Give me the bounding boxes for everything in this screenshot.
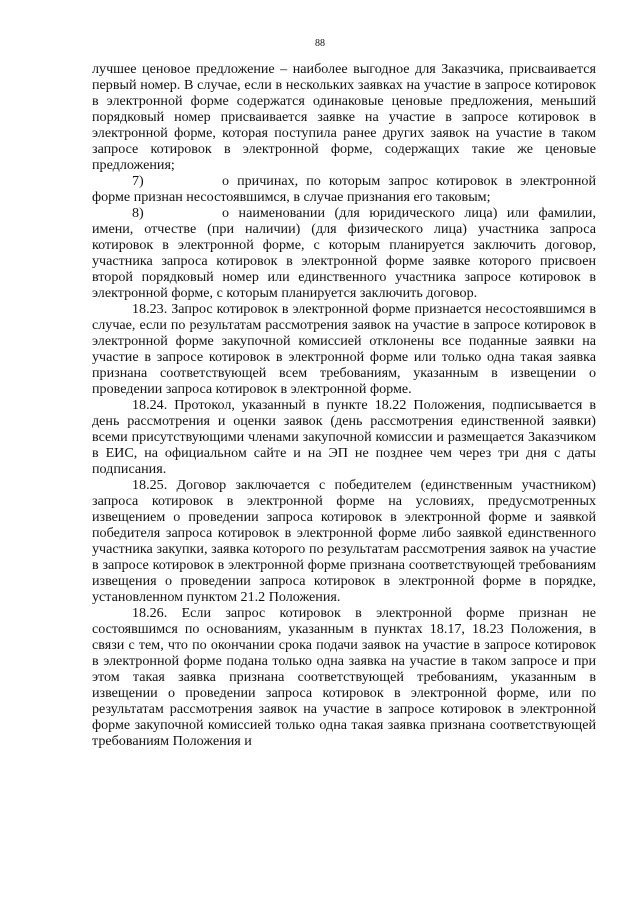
list-item-number: 7): [132, 173, 144, 189]
clause-18-26: 18.26. Если запрос котировок в электронной форме признан не состоявшимся по основаниям, указанным в пунктах 18.17, 18.23 Положения, в связи с тем, что по окончании срока подачи заявок на участие в запросе котировок в электронной форме подана только одна заявка на участие в таком запросе и при этом такая заявка признана соответствующей требованиям, указанным в извещении о проведении запроса котировок в электронной форме, или по результатам рассмотрения заявок на участие в запросе котировок в электронной форме закупочной комиссией только одна такая заявка признана соответствующей требованиям Положения и: [92, 605, 596, 749]
clause-18-25: 18.25. Договор заключается с победителем (единственным участником) запроса котировок в электронной форме на условиях, предусмотренных извещением о проведении запроса котировок в электронной форме и заявкой победителя запроса котировок в электронной форме либо заявкой единственного участника закупки, заявка которого по результатам рассмотрения заявок на участие в запросе котировок в электронной форме признана соответствующей требованиям извещения о проведении запроса котировок в электронной форме в порядке, установленном пунктом 21.2 Положения.: [92, 477, 596, 605]
page-number: 88: [315, 38, 325, 49]
list-item-number: 8): [132, 205, 144, 221]
list-item-8: [92, 205, 596, 301]
clause-18-24: 18.24. Протокол, указанный в пункте 18.22 Положения, подписывается в день рассмотрения и оценки заявок (день рассмотрения единственной заявки) всеми присутствующими членами закупочной комиссии и размещается Заказчиком в ЕИС, на официальном сайте и на ЭП не позднее чем через три дня с даты подписания.: [92, 397, 596, 477]
document-body: [92, 61, 596, 749]
clause-18-23: 18.23. Запрос котировок в электронной форме признается несостоявшимся в случае, если по результатам рассмотрения заявок на участие в запросе котировок в электронной форме закупочной комиссией отклонены все поданные заявки на участие в запросе котировок в электронной форме или только одна такая заявка признана соответствующей всем требованиям, указанным в извещении о проведении запроса котировок в электронной форме.: [92, 301, 596, 397]
list-item-7: [92, 173, 596, 205]
list-item-text: о наименовании (для юридического лица) или фамилии, имени, отчестве (при наличии) (для физического лица) участника запроса котировок в электронной форме, с которым планируется заключить договор, участника запроса котировок в электронной форме заявке которого присвоен второй порядковый номер или единственного участника запросе котировок в электронной форме, с которым планируется заключить договор.: [92, 205, 596, 301]
list-item-text: о причинах, по которым запрос котировок в электронной форме признан несостоявшимся, в случае признания его таковым;: [92, 173, 596, 205]
paragraph-continuation: лучшее ценовое предложение – наиболее выгодное для Заказчика, присваивается первый номер. В случае, если в нескольких заявках на участие в запросе котировок в электронной форме содержатся одинаковые ценовые предложения, меньший порядковый номер присваивается заявке на участие в запросе котировок в электронной форме, которая поступила ранее других заявок на участие в таком запросе котировок в электронной форме, содержащих такие же ценовые предложения;: [92, 61, 596, 173]
